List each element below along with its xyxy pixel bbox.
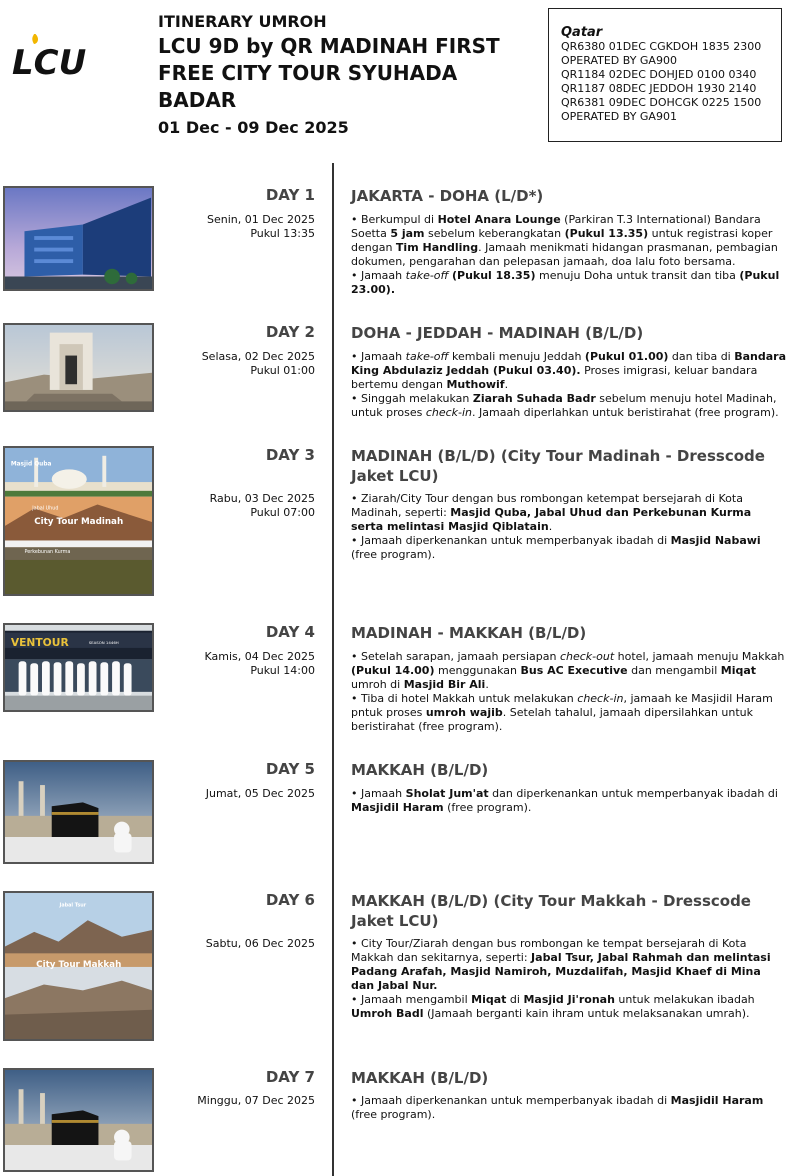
day-time: Pukul 13:35	[250, 227, 315, 240]
day-label: DAY 3	[265, 446, 315, 464]
photo-caption: Jabal Tsur	[59, 902, 87, 909]
day-route: MADINAH - MAKKAH (B/L/D)	[351, 624, 587, 642]
day-route: JAKARTA - DOHA (L/D*)	[351, 187, 544, 205]
photo-caption: Jabal Uhud	[32, 505, 59, 512]
photo-caption: SEASON 1446H	[88, 640, 119, 646]
flight-line: QR6380 01DEC CGKDOH 1835 2300	[561, 40, 762, 53]
day-label: DAY 7	[265, 1068, 315, 1086]
flight-line: QR1184 02DEC DOHJED 0100 0340	[561, 68, 757, 81]
day-date: Minggu, 07 Dec 2025	[197, 1094, 315, 1107]
airline-name: Qatar	[561, 25, 603, 40]
day-route: DOHA - JEDDAH - MADINAH (B/L/D)	[351, 324, 644, 342]
day-description: • Jamaah diperkenankan untuk memperbanyak ibadah di Masjidil Haram (free program).	[351, 1094, 764, 1121]
day-date: Sabtu, 06 Dec 2025	[205, 937, 315, 950]
day-date: Rabu, 03 Dec 2025	[209, 492, 315, 505]
flight-line: QR1187 08DEC JEDDOH 1930 2140	[561, 82, 757, 95]
day-date: Selasa, 02 Dec 2025	[201, 350, 315, 363]
day-1-photo-hotel	[3, 186, 154, 291]
day-time: Pukul 14:00	[250, 664, 315, 677]
day-label: DAY 5	[265, 760, 315, 778]
day-time: Pukul 01:00	[250, 364, 315, 377]
day-date: Jumat, 05 Dec 2025	[205, 787, 315, 800]
flight-info-box	[548, 8, 782, 142]
photo-caption: Masjid Quba	[10, 461, 52, 468]
flight-line: OPERATED BY GA901	[561, 110, 677, 123]
logo-text: LCU	[12, 43, 87, 80]
day-label: DAY 6	[265, 891, 315, 909]
photo-caption: Perkebunan Kurma	[24, 549, 71, 556]
day-description: • Jamaah Sholat Jum'at dan diperkenankan untuk memperbanyak ibadah di Masjidil Haram (free program).	[351, 787, 778, 814]
flight-line: OPERATED BY GA900	[561, 54, 677, 67]
day-2-photo-badr	[3, 323, 154, 412]
photo-caption: VENTOUR	[10, 637, 69, 649]
day-date: Kamis, 04 Dec 2025	[204, 650, 315, 663]
day-route: MAKKAH (B/L/D)	[351, 1069, 489, 1087]
day-time: Pukul 07:00	[250, 506, 315, 519]
package-title: LCU 9D by QR MADINAH FIRST FREE CITY TOUR SYUHADA BADAR	[158, 34, 500, 112]
photo-caption: City Tour Makkah	[36, 959, 122, 970]
day-label: DAY 1	[265, 186, 315, 204]
day-5-photo-kaaba	[3, 760, 154, 864]
day-route: MADINAH (B/L/D) (City Tour Madinah - Dresscode Jaket LCU)	[351, 447, 765, 485]
day-route: MAKKAH (B/L/D) (City Tour Makkah - Dresscode Jaket LCU)	[351, 892, 751, 930]
day-description: • Jamaah take-off kembali menuju Jeddah (Pukul 01.00) dan tiba di Bandara King Abdulaziz Jeddah (Pukul 03.40). Proses imigrasi, keluar bandara bertemu dengan Muthowif. • Singgah melakukan Ziarah Suhada Badr sebelum menuju hotel Madinah, untuk proses check-in. Jamaah diperlahkan untuk beristirahat (free program).	[351, 350, 787, 419]
timeline-divider	[332, 163, 334, 1176]
day-route: MAKKAH (B/L/D)	[351, 761, 489, 779]
day-description: • Berkumpul di Hotel Anara Lounge (Parkiran T.3 International) Bandara Soetta 5 jam sebelum keberangkatan (Pukul 13.35) untuk registrasi koper dengan Tim Handling. Jamaah menikmati hidangan prasmanan, pembagian dokumen, pengarahan dan pelepasan jamaah, doa lalu foto bersama. • Jamaah take-off (Pukul 18.35) menuju Doha untuk transit dan tiba (Pukul 23.00).	[351, 213, 780, 296]
day-6-photo-city-tour-makkah	[3, 891, 154, 1041]
day-date: Senin, 01 Dec 2025	[206, 213, 315, 226]
lcu-logo	[10, 34, 88, 80]
itinerary-header	[158, 12, 538, 138]
photo-caption: City Tour Madinah	[34, 516, 124, 527]
flight-line: QR6381 09DEC DOHCGK 0225 1500	[561, 96, 762, 109]
day-4-photo-group-bus	[3, 623, 154, 712]
day-description: • Setelah sarapan, jamaah persiapan check-out hotel, jamaah menuju Makkah (Pukul 14.00) menggunakan Bus AC Executive dan mengambil Miqat umroh di Masjid Bir Ali. • Tiba di hotel Makkah untuk melakukan check-in, jamaah ke Masjidil Haram pntuk proses umroh wajib. Setelah tahalul, jamaah dipersilahkan untuk beristirahat (free program).	[351, 650, 785, 733]
day-label: DAY 2	[265, 323, 315, 341]
day-description: • City Tour/Ziarah dengan bus rombongan ke tempat bersejarah di Kota Makkah dan sekitarnya, seperti: Jabal Tsur, Jabal Rahmah dan melintasi Padang Arafah, Masjid Namiroh, Muzdalifah, Masjid Khaef di Mina dan Jabal Nur. • Jamaah mengambil Miqat di Masjid Ji'ronah untuk melakukan ibadah Umroh Badl (Jamaah berganti kain ihram untuk melaksanakan umrah).	[351, 937, 771, 1020]
travel-dates: 01 Dec - 09 Dec 2025	[158, 118, 349, 137]
day-label: DAY 4	[265, 623, 315, 641]
day-7-photo-kaaba	[3, 1068, 154, 1172]
day-3-photo-city-tour-madinah	[3, 446, 154, 596]
itinerary-label: ITINERARY UMROH	[158, 12, 327, 31]
day-description: • Ziarah/City Tour dengan bus rombongan ketempat bersejarah di Kota Madinah, seperti: Masjid Quba, Jabal Uhud dan Perkebunan Kurma serta melintasi Masjid Qiblatain. • Jamaah diperkenankan untuk memperbanyak ibadah di Masjid Nabawi (free program).	[351, 492, 761, 561]
